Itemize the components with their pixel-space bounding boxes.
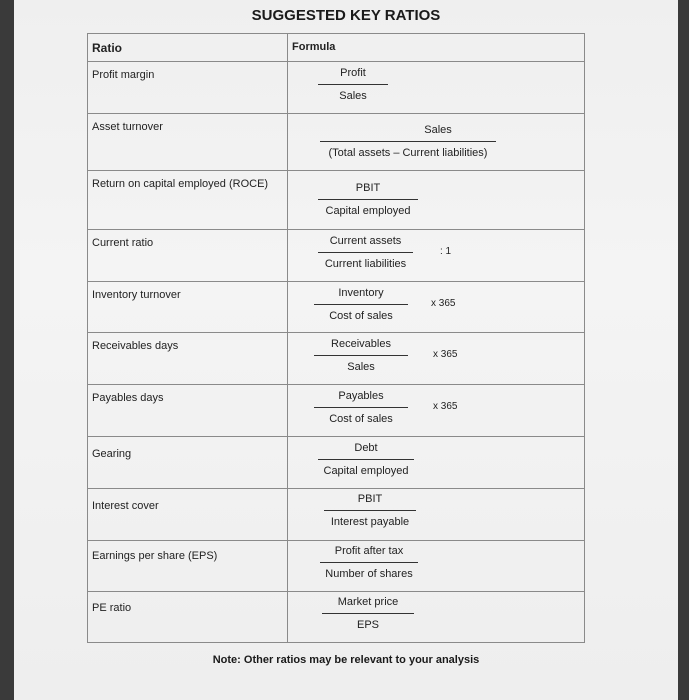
formula-cell — [288, 333, 585, 385]
formula-cell — [288, 437, 585, 489]
fraction: Payables Cost of sales — [314, 390, 408, 425]
ratio-name-cell: Asset turnover — [88, 114, 288, 171]
fraction: Market price EPS — [322, 596, 414, 631]
fraction: PBIT Capital employed — [318, 182, 418, 217]
document-page — [14, 0, 678, 700]
fraction: Inventory Cost of sales — [314, 287, 408, 322]
table-row — [88, 171, 585, 230]
table-row — [88, 230, 585, 282]
multiplier: x 365 — [431, 298, 456, 309]
formula-cell — [288, 114, 585, 171]
formula-cell — [288, 171, 585, 230]
ratio-name-cell: Receivables days — [88, 333, 288, 385]
ratio-name-cell: Payables days — [88, 385, 288, 437]
fraction: Profit after tax Number of shares — [320, 545, 418, 580]
fraction: Receivables Sales — [314, 338, 408, 373]
ratio-name-cell: Earnings per share (EPS) — [88, 541, 288, 592]
formula-cell — [288, 62, 585, 114]
table-row — [88, 489, 585, 541]
table-header-row — [88, 34, 585, 62]
fraction: Sales (Total assets – Current liabilities) — [320, 124, 496, 159]
footnote: Note: Other ratios may be relevant to your analysis — [212, 654, 480, 666]
table-row — [88, 282, 585, 333]
formula-cell — [288, 230, 585, 282]
ratio-name-cell: Inventory turnover — [88, 282, 288, 333]
fraction: Current assets Current liabilities — [318, 235, 413, 270]
formula-cell — [288, 385, 585, 437]
table-row — [88, 62, 585, 114]
ratios-table — [87, 33, 585, 643]
fraction: PBIT Interest payable — [324, 493, 416, 528]
table-row — [88, 333, 585, 385]
table-row — [88, 437, 585, 489]
ratio-name-cell: Return on capital employed (ROCE) — [88, 171, 288, 230]
formula-cell — [288, 592, 585, 643]
ratio-column-header: Ratio — [88, 34, 288, 62]
formula-cell — [288, 541, 585, 592]
page-title: SUGGESTED KEY RATIOS — [251, 7, 441, 24]
multiplier: x 365 — [433, 401, 458, 412]
table-row — [88, 385, 585, 437]
ratio-name-cell: Current ratio — [88, 230, 288, 282]
multiplier: x 365 — [433, 349, 458, 360]
ratio-name-cell: Gearing — [88, 437, 288, 489]
fraction: Debt Capital employed — [318, 442, 414, 477]
ratio-name-cell: Profit margin — [88, 62, 288, 114]
ratio-name-cell: Interest cover — [88, 489, 288, 541]
formula-cell — [288, 489, 585, 541]
formula-cell — [288, 282, 585, 333]
fraction: Profit Sales — [318, 67, 388, 102]
formula-column-header: Formula — [288, 34, 585, 62]
table-row — [88, 541, 585, 592]
ratio-multiplier: : 1 — [440, 246, 452, 257]
table-row — [88, 114, 585, 171]
ratio-name-cell: PE ratio — [88, 592, 288, 643]
table-row — [88, 592, 585, 643]
